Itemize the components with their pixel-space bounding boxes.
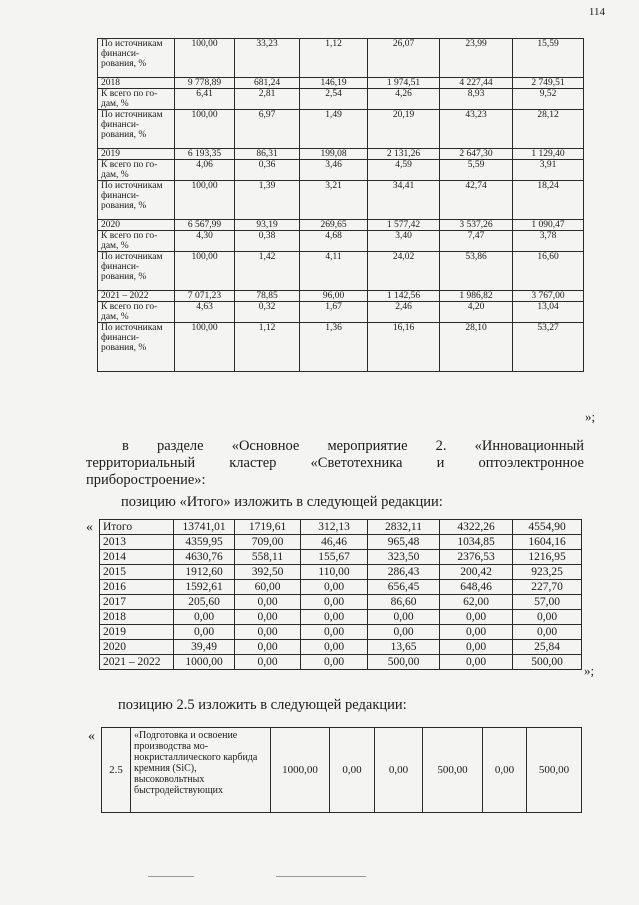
table-row <box>98 181 584 220</box>
value-cell: 1 090,47 <box>513 220 584 231</box>
value-cell: 1 142,56 <box>368 291 440 302</box>
value-cell: 1,12 <box>235 323 300 372</box>
value-cell: 8,93 <box>440 89 513 110</box>
value-cell: 1034,85 <box>440 535 513 550</box>
value-cell: 1000,00 <box>271 728 330 813</box>
value-cell: 200,42 <box>440 565 513 580</box>
value-cell: 24,02 <box>368 252 440 291</box>
table-row <box>98 302 584 323</box>
value-cell: 0,00 <box>301 595 368 610</box>
table-row <box>98 231 584 252</box>
section-amendment-paragraph <box>86 438 584 489</box>
value-cell: 60,00 <box>235 580 301 595</box>
value-cell: 146,19 <box>300 78 368 89</box>
activity-name-cell: «Подготовка и освоение производства мо-нокристаллического карбида кремния (SiC), высоковольтных быстродействующих <box>131 728 271 813</box>
value-cell: 1 129,40 <box>513 149 584 160</box>
row-label-cell: 2016 <box>100 580 174 595</box>
paragraph-line: в разделе «Основное мероприятие 2. «Инновационный <box>122 438 584 454</box>
row-label-cell: По источникам финанси-рования, % <box>98 110 175 149</box>
value-cell: 1,67 <box>300 302 368 323</box>
value-cell: 3,40 <box>368 231 440 252</box>
row-label-cell: 2018 <box>100 610 174 625</box>
value-cell: 39,49 <box>174 640 235 655</box>
value-cell: 1,36 <box>300 323 368 372</box>
value-cell: 392,50 <box>235 565 301 580</box>
value-cell: 500,00 <box>368 655 440 670</box>
value-cell: 13741,01 <box>174 520 235 535</box>
table-row <box>100 610 582 625</box>
value-cell: 3 767,00 <box>513 291 584 302</box>
row-label-cell: 2019 <box>98 149 175 160</box>
value-cell: 4,06 <box>175 160 235 181</box>
table-row <box>100 565 582 580</box>
table-row <box>102 728 582 813</box>
table-row <box>98 110 584 149</box>
table-row <box>100 655 582 670</box>
value-cell: 2 131,26 <box>368 149 440 160</box>
value-cell: 2,81 <box>235 89 300 110</box>
value-cell: 0,00 <box>375 728 423 813</box>
value-cell: 0,00 <box>513 610 582 625</box>
value-cell: 28,10 <box>440 323 513 372</box>
value-cell: 28,12 <box>513 110 584 149</box>
value-cell: 7,47 <box>440 231 513 252</box>
value-cell: 100,00 <box>175 39 235 78</box>
value-cell: 9 778,89 <box>175 78 235 89</box>
value-cell: 0,00 <box>235 595 301 610</box>
value-cell: 7 071,23 <box>175 291 235 302</box>
value-cell: 43,23 <box>440 110 513 149</box>
closing-quote-mark: »; <box>584 663 595 678</box>
value-cell: 0,00 <box>368 610 440 625</box>
value-cell: 0,00 <box>440 625 513 640</box>
value-cell: 2,46 <box>368 302 440 323</box>
value-cell: 227,70 <box>513 580 582 595</box>
value-cell: 25,84 <box>513 640 582 655</box>
value-cell: 4554,90 <box>513 520 582 535</box>
value-cell: 4,11 <box>300 252 368 291</box>
table-row <box>100 520 582 535</box>
value-cell: 0,00 <box>513 625 582 640</box>
page-number: 114 <box>588 6 605 18</box>
value-cell: 923,25 <box>513 565 582 580</box>
value-cell: 57,00 <box>513 595 582 610</box>
row-label-cell: 2015 <box>100 565 174 580</box>
value-cell: 23,99 <box>440 39 513 78</box>
financing-table-continued <box>97 38 584 372</box>
row-label-cell: По источникам финанси-рования, % <box>98 323 175 372</box>
value-cell: 6,97 <box>235 110 300 149</box>
value-cell: 4,20 <box>440 302 513 323</box>
value-cell: 312,13 <box>301 520 368 535</box>
value-cell: 500,00 <box>513 655 582 670</box>
value-cell: 100,00 <box>175 323 235 372</box>
value-cell: 2,54 <box>300 89 368 110</box>
paragraph-line: приборостроение»: <box>86 472 206 488</box>
value-cell: 199,08 <box>300 149 368 160</box>
table-row <box>98 323 584 372</box>
footer-rule <box>276 876 366 877</box>
value-cell: 4359,95 <box>174 535 235 550</box>
row-label-cell: 2017 <box>100 595 174 610</box>
value-cell: 13,04 <box>513 302 584 323</box>
value-cell: 155,67 <box>301 550 368 565</box>
row-label-cell: К всего по го-дам, % <box>98 89 175 110</box>
value-cell: 15,59 <box>513 39 584 78</box>
value-cell: 500,00 <box>423 728 483 813</box>
value-cell: 2 647,30 <box>440 149 513 160</box>
value-cell: 20,19 <box>368 110 440 149</box>
value-cell: 96,00 <box>300 291 368 302</box>
value-cell: 1,42 <box>235 252 300 291</box>
value-cell: 965,48 <box>368 535 440 550</box>
row-label-cell: 2020 <box>100 640 174 655</box>
value-cell: 4322,26 <box>440 520 513 535</box>
row-label-cell: 2021 – 2022 <box>98 291 175 302</box>
value-cell: 0,32 <box>235 302 300 323</box>
table-row <box>98 39 584 78</box>
value-cell: 681,24 <box>235 78 300 89</box>
table-row <box>100 580 582 595</box>
value-cell: 16,60 <box>513 252 584 291</box>
opening-quote-mark: « <box>86 520 93 535</box>
value-cell: 4,26 <box>368 89 440 110</box>
value-cell: 6,41 <box>175 89 235 110</box>
value-cell: 323,50 <box>368 550 440 565</box>
value-cell: 3,78 <box>513 231 584 252</box>
value-cell: 709,00 <box>235 535 301 550</box>
table-row <box>100 550 582 565</box>
table-row <box>98 220 584 231</box>
value-cell: 100,00 <box>175 110 235 149</box>
value-cell: 0,00 <box>440 655 513 670</box>
row-label-cell: 2020 <box>98 220 175 231</box>
row-label-cell: 2013 <box>100 535 174 550</box>
footer-rule <box>148 876 194 877</box>
value-cell: 1912,60 <box>174 565 235 580</box>
table-row <box>100 640 582 655</box>
position-2-5-instruction: позицию 2.5 изложить в следующей редакции: <box>118 697 407 713</box>
row-label-cell: Итого <box>100 520 174 535</box>
value-cell: 0,00 <box>174 625 235 640</box>
value-cell: 4 227,44 <box>440 78 513 89</box>
value-cell: 1592,61 <box>174 580 235 595</box>
value-cell: 648,46 <box>440 580 513 595</box>
value-cell: 656,45 <box>368 580 440 595</box>
value-cell: 286,43 <box>368 565 440 580</box>
value-cell: 53,86 <box>440 252 513 291</box>
value-cell: 78,85 <box>235 291 300 302</box>
value-cell: 1,49 <box>300 110 368 149</box>
value-cell: 0,36 <box>235 160 300 181</box>
value-cell: 0,00 <box>440 610 513 625</box>
value-cell: 558,11 <box>235 550 301 565</box>
position-number-cell: 2.5 <box>102 728 131 813</box>
value-cell: 62,00 <box>440 595 513 610</box>
value-cell: 0,00 <box>368 625 440 640</box>
row-label-cell: По источникам финанси-рования, % <box>98 252 175 291</box>
value-cell: 4,30 <box>175 231 235 252</box>
row-label-cell: К всего по го-дам, % <box>98 302 175 323</box>
row-label-cell: К всего по го-дам, % <box>98 160 175 181</box>
value-cell: 205,60 <box>174 595 235 610</box>
value-cell: 4,59 <box>368 160 440 181</box>
paragraph-line: территориальный кластер «Светотехника и оптоэлектронное <box>86 455 584 471</box>
value-cell: 0,00 <box>440 640 513 655</box>
value-cell: 2832,11 <box>368 520 440 535</box>
closing-quote-mark: »; <box>585 409 596 424</box>
value-cell: 0,00 <box>301 655 368 670</box>
row-label-cell: 2021 – 2022 <box>100 655 174 670</box>
value-cell: 0,00 <box>301 580 368 595</box>
table-row <box>100 625 582 640</box>
position-2-5-table <box>101 727 582 813</box>
row-label-cell: 2019 <box>100 625 174 640</box>
value-cell: 0,00 <box>235 640 301 655</box>
value-cell: 0,00 <box>301 610 368 625</box>
value-cell: 0,00 <box>235 610 301 625</box>
value-cell: 1 577,42 <box>368 220 440 231</box>
row-label-cell: 2014 <box>100 550 174 565</box>
value-cell: 13,65 <box>368 640 440 655</box>
value-cell: 86,31 <box>235 149 300 160</box>
value-cell: 0,00 <box>483 728 527 813</box>
table-row <box>98 291 584 302</box>
table-row <box>98 160 584 181</box>
value-cell: 2 749,51 <box>513 78 584 89</box>
value-cell: 42,74 <box>440 181 513 220</box>
value-cell: 100,00 <box>175 181 235 220</box>
value-cell: 0,38 <box>235 231 300 252</box>
value-cell: 269,65 <box>300 220 368 231</box>
table-row <box>98 78 584 89</box>
row-label-cell: 2018 <box>98 78 175 89</box>
value-cell: 16,16 <box>368 323 440 372</box>
value-cell: 0,00 <box>235 625 301 640</box>
row-label-cell: По источникам финанси-рования, % <box>98 39 175 78</box>
value-cell: 3,46 <box>300 160 368 181</box>
value-cell: 0,00 <box>301 640 368 655</box>
row-label-cell: По источникам финанси-рования, % <box>98 181 175 220</box>
value-cell: 6 193,35 <box>175 149 235 160</box>
value-cell: 53,27 <box>513 323 584 372</box>
value-cell: 4,63 <box>175 302 235 323</box>
itogo-instruction: позицию «Итого» изложить в следующей редакции: <box>121 494 443 510</box>
value-cell: 1719,61 <box>235 520 301 535</box>
value-cell: 3,91 <box>513 160 584 181</box>
value-cell: 100,00 <box>175 252 235 291</box>
table-row <box>98 149 584 160</box>
value-cell: 6 567,99 <box>175 220 235 231</box>
value-cell: 2376,53 <box>440 550 513 565</box>
value-cell: 46,46 <box>301 535 368 550</box>
value-cell: 34,41 <box>368 181 440 220</box>
value-cell: 3 537,26 <box>440 220 513 231</box>
value-cell: 26,07 <box>368 39 440 78</box>
value-cell: 1 974,51 <box>368 78 440 89</box>
itogo-table <box>99 519 582 670</box>
table-row <box>100 535 582 550</box>
value-cell: 4630,76 <box>174 550 235 565</box>
value-cell: 1000,00 <box>174 655 235 670</box>
value-cell: 500,00 <box>527 728 582 813</box>
value-cell: 9,52 <box>513 89 584 110</box>
value-cell: 0,00 <box>330 728 375 813</box>
table-row <box>98 89 584 110</box>
value-cell: 5,59 <box>440 160 513 181</box>
value-cell: 110,00 <box>301 565 368 580</box>
value-cell: 33,23 <box>235 39 300 78</box>
value-cell: 93,19 <box>235 220 300 231</box>
value-cell: 86,60 <box>368 595 440 610</box>
row-label-cell: К всего по го-дам, % <box>98 231 175 252</box>
value-cell: 3,21 <box>300 181 368 220</box>
table-row <box>98 252 584 291</box>
value-cell: 1,12 <box>300 39 368 78</box>
value-cell: 0,00 <box>301 625 368 640</box>
opening-quote-mark: « <box>88 729 95 744</box>
value-cell: 4,68 <box>300 231 368 252</box>
value-cell: 18,24 <box>513 181 584 220</box>
value-cell: 1,39 <box>235 181 300 220</box>
value-cell: 0,00 <box>235 655 301 670</box>
value-cell: 1604,16 <box>513 535 582 550</box>
table-row <box>100 595 582 610</box>
value-cell: 1216,95 <box>513 550 582 565</box>
value-cell: 1 986,82 <box>440 291 513 302</box>
value-cell: 0,00 <box>174 610 235 625</box>
